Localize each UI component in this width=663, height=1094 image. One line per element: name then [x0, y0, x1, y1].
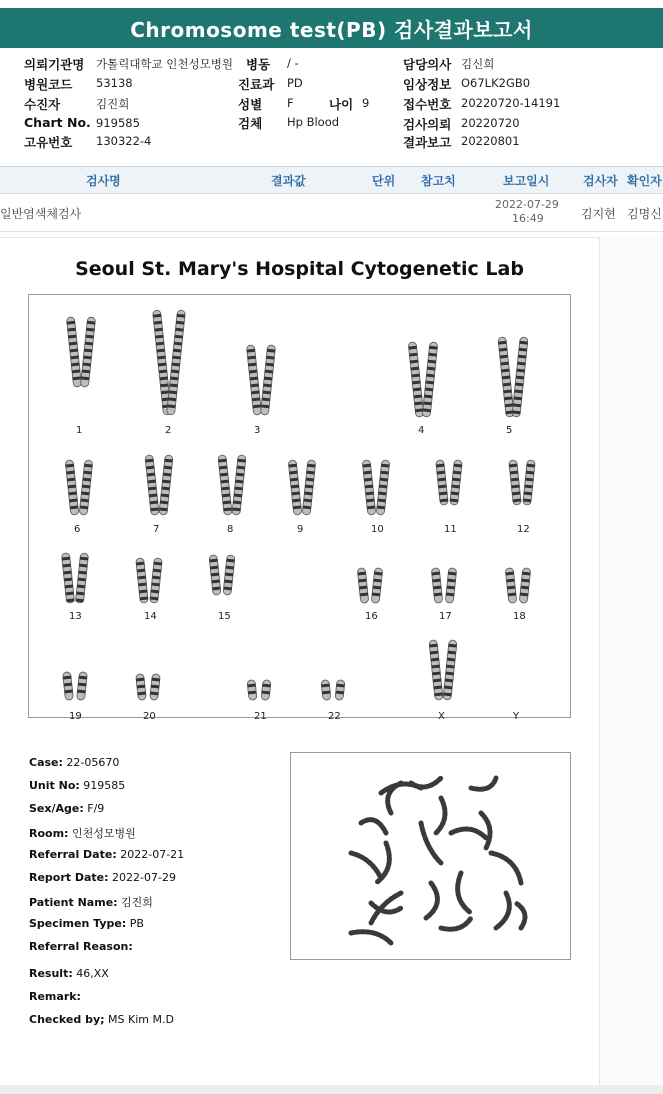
info-value: / - [287, 56, 299, 70]
metaphase-chromosome [471, 778, 496, 789]
info-value: 53138 [96, 76, 133, 90]
checker-cell: 김명신 [627, 207, 662, 221]
chromosome [422, 342, 438, 417]
chromosome-label: 4 [418, 425, 425, 436]
metaphase-spread-image [291, 753, 570, 959]
chromosome-label: 21 [254, 711, 267, 722]
chromosome [77, 672, 88, 701]
bottom-scroll-area [0, 1085, 663, 1094]
chromosome-label: 17 [439, 611, 452, 622]
info-value: PD [287, 76, 303, 90]
case-meta-line [29, 990, 81, 1003]
metaphase-chromosome [516, 903, 525, 928]
lab-title: Seoul St. Mary's Hospital Cytogenetic Lab [75, 258, 524, 280]
case-meta-label: Referral Reason: [29, 940, 133, 953]
info-label: 담당의사 [403, 57, 452, 72]
karyotype-panel [28, 294, 571, 718]
chromosome [80, 317, 95, 387]
info-label: 진료과 [238, 77, 275, 92]
chromosome-label: 9 [297, 524, 304, 535]
info-label: Chart No. [24, 115, 91, 130]
case-meta-label: Case: [29, 756, 63, 769]
chromosome [445, 568, 457, 604]
chromosome [523, 460, 536, 506]
chromosome [335, 680, 345, 701]
chromosome [519, 568, 531, 604]
chromosome [505, 568, 517, 604]
case-meta-value: 22-05670 [62, 756, 120, 769]
chromosome-label: X [438, 711, 445, 722]
chromosome [246, 345, 261, 415]
info-label: 접수번호 [403, 97, 452, 112]
info-value: 가톨릭대학교 인천성모병원 [96, 57, 233, 71]
column-header[interactable]: 보고일시 [503, 174, 550, 188]
chromosome [357, 568, 369, 604]
case-meta-value: PB [126, 917, 144, 930]
tester-cell: 김지현 [581, 207, 616, 221]
chromosome-label: 2 [165, 425, 172, 436]
case-meta-value: 김진희 [117, 896, 153, 909]
chromosome [209, 555, 221, 596]
info-label: 수진자 [24, 97, 61, 112]
case-meta-value: 2022-07-21 [116, 848, 185, 861]
case-meta-value: MS Kim M.D [104, 1013, 174, 1026]
info-value: 20220720-14191 [461, 96, 561, 110]
case-meta-value: 46,XX [72, 967, 109, 980]
metaphase-chromosome [361, 820, 386, 833]
case-meta-label: Unit No: [29, 779, 80, 792]
chromosome [512, 337, 528, 417]
chromosome [136, 558, 149, 604]
info-label: 검체 [238, 116, 263, 131]
chromosome [261, 680, 271, 701]
case-meta-line [29, 967, 109, 980]
chromosome [260, 345, 275, 415]
info-label: 나이 [329, 97, 354, 112]
chromosome [443, 640, 457, 701]
karyotype-chromosomes [29, 295, 570, 717]
info-label: 임상정보 [403, 77, 452, 92]
case-meta-label: Checked by; [29, 1013, 105, 1026]
metaphase-chromosome [481, 813, 490, 848]
info-label: 검사의뢰 [403, 117, 452, 132]
chromosome [223, 555, 235, 596]
case-meta-line [29, 917, 144, 930]
metaphase-chromosome [411, 778, 441, 787]
metaphase-spread-panel [290, 752, 571, 960]
case-meta-value: 919585 [79, 779, 126, 792]
chromosome-label: 11 [444, 524, 457, 535]
chromosome [450, 460, 463, 506]
report-side-area [599, 237, 663, 1085]
case-meta-line [29, 940, 133, 953]
case-meta-label: Specimen Type: [29, 917, 127, 930]
chromosome [150, 558, 163, 604]
chromosome-label: 22 [328, 711, 341, 722]
column-header[interactable]: 참고치 [421, 174, 456, 188]
chromosome [145, 455, 159, 516]
case-meta-line [29, 802, 104, 815]
chromosome-label: 15 [218, 611, 231, 622]
chromosome [302, 460, 316, 516]
info-label: 고유번호 [24, 135, 73, 150]
info-value: 130322-4 [96, 134, 152, 148]
chromosome [509, 460, 522, 506]
case-meta-label: Room: [29, 827, 69, 840]
chromosome-label: Y [513, 711, 520, 722]
report-time-cell: 16:49 [512, 212, 544, 225]
column-header[interactable]: 검사명 [86, 174, 121, 188]
chromosome [376, 460, 390, 516]
chromosome-label: 16 [365, 611, 378, 622]
info-value: 919585 [96, 116, 140, 130]
case-meta-line [29, 894, 153, 910]
chromosome-label: 14 [144, 611, 157, 622]
case-meta-line [29, 825, 136, 841]
info-value: O67LK2GB0 [461, 76, 531, 90]
info-label: 성별 [238, 97, 263, 112]
test-name-cell[interactable]: 일반염색체검사 [0, 207, 82, 221]
chromosome [75, 553, 88, 604]
chromosome [436, 460, 449, 506]
chromosome-label: 1 [76, 425, 83, 436]
results-table-header [0, 166, 663, 194]
case-meta-value: 인천성모병원 [68, 827, 136, 840]
report-date-cell: 2022-07-29 [495, 198, 559, 211]
case-meta-label: Patient Name: [29, 896, 118, 909]
info-value: 20220720 [461, 116, 520, 130]
chromosome [371, 568, 383, 604]
info-value: 김진희 [96, 97, 130, 111]
case-meta-label: Report Date: [29, 871, 109, 884]
chromosome [218, 455, 232, 516]
chromosome-label: 6 [74, 524, 81, 535]
chromosome [247, 680, 257, 701]
chromosome [159, 455, 173, 516]
metaphase-chromosome [351, 853, 381, 878]
chromosome [232, 455, 246, 516]
metaphase-chromosome [491, 853, 521, 883]
column-header[interactable]: 결과값 [271, 174, 306, 188]
chromosome [167, 310, 186, 415]
chromosome [321, 680, 331, 701]
metaphase-chromosome [451, 829, 486, 838]
chromosome [362, 460, 376, 516]
case-meta-label: Referral Date: [29, 848, 117, 861]
case-meta-label: Sex/Age: [29, 802, 84, 815]
case-meta-line [29, 848, 184, 861]
case-meta-label: Result: [29, 967, 73, 980]
metaphase-chromosome [496, 893, 509, 928]
chromosome-label: 7 [153, 524, 160, 535]
chromosome-label: 10 [371, 524, 384, 535]
case-meta-label: Remark: [29, 990, 81, 1003]
info-label: 병동 [246, 57, 271, 72]
metaphase-chromosome [426, 883, 437, 918]
chromosome [408, 342, 424, 417]
chromosome [63, 672, 74, 701]
chromosome-label: 13 [69, 611, 82, 622]
report-title-bar [0, 8, 663, 48]
case-meta-line [29, 779, 125, 792]
table-row[interactable] [0, 193, 663, 232]
metaphase-chromosome [351, 932, 391, 943]
column-header[interactable]: 단위 [372, 174, 396, 188]
chromosome [429, 640, 443, 701]
chromosome-label: 12 [517, 524, 530, 535]
info-value: 20220801 [461, 134, 520, 148]
case-meta-value: F/9 [83, 802, 105, 815]
chromosome-label: 5 [506, 425, 513, 436]
chromosome-label: 19 [69, 711, 82, 722]
chromosome [65, 460, 79, 516]
chromosome [79, 460, 93, 516]
chromosome [431, 568, 443, 604]
info-label: 병원코드 [24, 77, 73, 92]
chromosome [136, 674, 147, 701]
chromosome [61, 553, 74, 604]
metaphase-chromosome [436, 798, 445, 833]
chromosome-label: 3 [254, 425, 261, 436]
column-header[interactable]: 검사자 [583, 174, 618, 188]
chromosome-label: 20 [143, 711, 156, 722]
case-meta-value: 2022-07-29 [108, 871, 176, 884]
chromosome [150, 674, 161, 701]
info-value: Hp Blood [287, 115, 340, 129]
case-meta-line [29, 871, 176, 884]
chromosome [288, 460, 302, 516]
metaphase-chromosome [458, 873, 471, 913]
chromosome-label: 8 [227, 524, 234, 535]
info-label: 결과보고 [403, 135, 452, 150]
chromosome-label: 18 [513, 611, 526, 622]
info-value: 김신희 [461, 57, 495, 71]
info-value: 9 [362, 96, 370, 110]
chromosome [66, 317, 81, 387]
info-value: F [287, 96, 294, 110]
case-meta-line [29, 1013, 174, 1026]
metaphase-chromosome [441, 918, 471, 929]
report-title: Chromosome test(PB) 검사결과보고서 [130, 17, 533, 42]
chromosome [498, 337, 514, 417]
info-label: 의뢰기관명 [24, 57, 85, 72]
column-header[interactable]: 확인자 [627, 174, 662, 188]
case-meta-line [29, 756, 119, 769]
